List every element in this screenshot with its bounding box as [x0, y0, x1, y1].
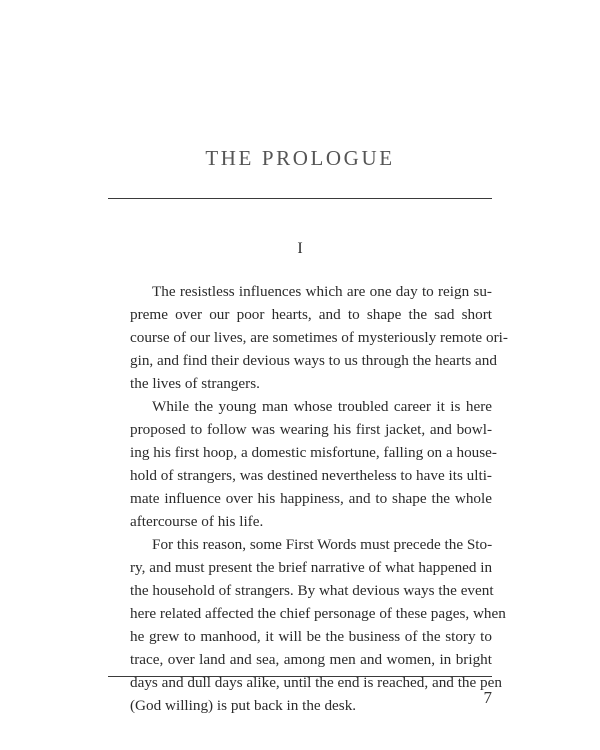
body-text: [108, 280, 508, 717]
text-line: (God willing) is put back in the desk.: [130, 697, 357, 714]
text-line: he grew to manhood, it will be the business of the story to: [130, 628, 492, 645]
bottom-rule-divider: [108, 676, 492, 677]
text-line: The resistless influences which are one day to reign su-: [152, 283, 492, 300]
section-number: I: [297, 240, 303, 257]
paragraph-3: [108, 533, 506, 717]
text-line: the household of strangers. By what devious ways the event: [130, 582, 494, 599]
text-line: the lives of strangers.: [130, 375, 260, 392]
text-line: aftercourse of his life.: [130, 513, 264, 530]
text-line: While the young man whose troubled career it is here: [152, 398, 492, 415]
chapter-heading: THE PROLOGUE: [205, 146, 395, 170]
text-line: proposed to follow was wearing his first jacket, and bowl-: [130, 421, 492, 438]
text-line: course of our lives, are sometimes of mysteriously remote ori-: [130, 329, 508, 346]
text-line: hold of strangers, was destined nevertheless to have its ulti-: [130, 467, 492, 484]
paragraph-1: [108, 280, 508, 395]
text-line: mate influence over his happiness, and to shape the whole: [130, 490, 492, 507]
text-line: preme over our poor hearts, and to shape the sad short: [130, 306, 492, 323]
paragraph-2: [108, 395, 497, 533]
text-line: days and dull days alike, until the end is reached, and the pen: [130, 674, 502, 691]
text-line: trace, over land and sea, among men and women, in bright: [130, 651, 492, 668]
text-line: ing his first hoop, a domestic misfortune, falling on a house-: [130, 444, 497, 461]
text-line: For this reason, some First Words must precede the Sto-: [152, 536, 493, 553]
text-line: here related affected the chief personage of these pages, when: [130, 605, 506, 622]
page-number: 7: [483, 688, 492, 707]
top-rule-divider: [108, 198, 492, 199]
text-line: gin, and find their devious ways to us through the hearts and: [130, 352, 497, 369]
text-line: ry, and must present the brief narrative of what happened in: [130, 559, 493, 576]
